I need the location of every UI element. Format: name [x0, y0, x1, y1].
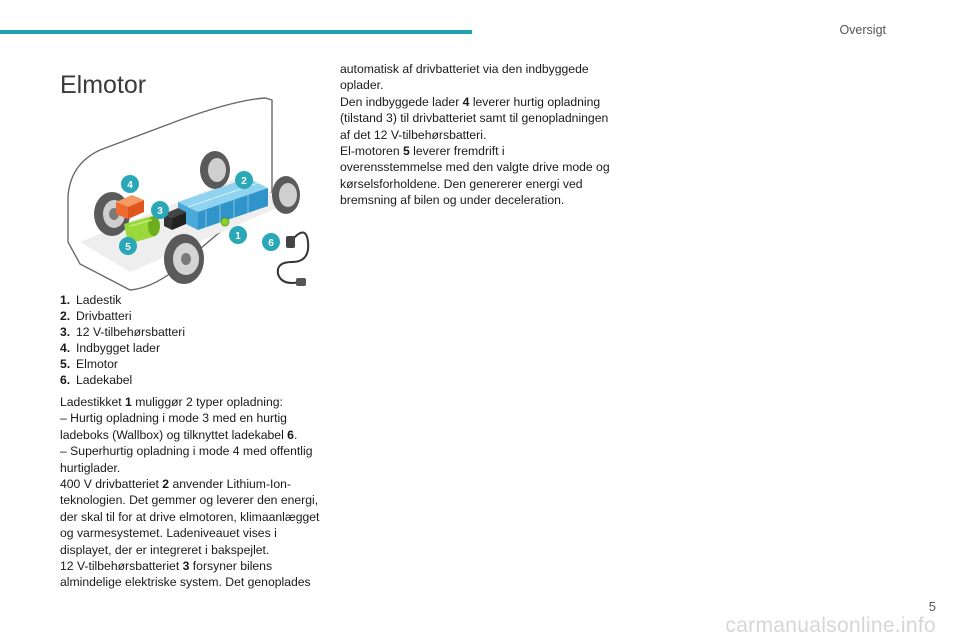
legend-item: 5. Elmotor [60, 357, 118, 371]
ev-drivetrain-illustration [60, 92, 320, 292]
wheel-rear-right [200, 151, 230, 189]
callout-4: 4 [127, 180, 133, 191]
legend-item: 6. Ladekabel [60, 373, 133, 387]
callout-5: 5 [125, 242, 131, 253]
watermark: carmanualsonline.info [725, 614, 936, 637]
callout-3: 3 [157, 206, 163, 217]
callout-6: 6 [268, 238, 274, 249]
callout-2: 2 [241, 176, 247, 187]
paragraph: Ladestikket 1 muliggør 2 typer opladning: [60, 395, 283, 409]
charging-cable [278, 232, 308, 286]
legend-list [60, 292, 330, 388]
wheel-front-left [164, 234, 204, 284]
callout-1: 1 [235, 231, 241, 242]
legend-item: 3. 12 V-tilbehørsbatteri [60, 325, 186, 339]
legend-item: 4. Indbygget lader [60, 341, 161, 355]
header-accent-bar [0, 30, 472, 34]
legend-item: 1. Ladestik [60, 293, 122, 307]
body-column-left [60, 394, 324, 591]
section-title: Oversigt [839, 23, 886, 37]
paragraph: – Superhurtig opladning i mode 4 med offentlig hurtiglader. [60, 444, 313, 475]
paragraph: El-motoren 5 leverer fremdrift i overensstemmelse med den valgte drive mode og kørselsforholdene. Den genererer energi ved bremsning af bilen og under deceleration. [340, 144, 610, 208]
charging-socket [221, 218, 229, 226]
legend-item: 2. Drivbatteri [60, 309, 132, 323]
paragraph: 12 V-tilbehørsbatteriet 3 forsyner bilens almindelige elektriske system. Det genoplades [60, 559, 311, 590]
page-title: Elmotor [60, 70, 147, 99]
page-number: 5 [928, 599, 936, 614]
body-column-right [340, 61, 610, 209]
wheel-front-right [272, 176, 300, 214]
paragraph: – Hurtig opladning i mode 3 med en hurtig ladeboks (Wallbox) og tilknyttet ladekabel 6. [60, 411, 298, 442]
paragraph: 400 V drivbatteriet 2 anvender Lithium-Ion-teknologien. Det gemmer og leverer den energi, der skal til for at drive elmotoren, klimaanlægget og varmesystemet. Ladeniveauet vises i displayet, der er integreret i bakspejlet. [60, 477, 320, 557]
paragraph: automatisk af drivbatteriet via den indbyggede oplader. [340, 62, 589, 93]
paragraph: Den indbyggede lader 4 leverer hurtig opladning (tilstand 3) til drivbatteriet samt til genopladningen af det 12 V-tilbehørsbatteri. [340, 94, 609, 142]
